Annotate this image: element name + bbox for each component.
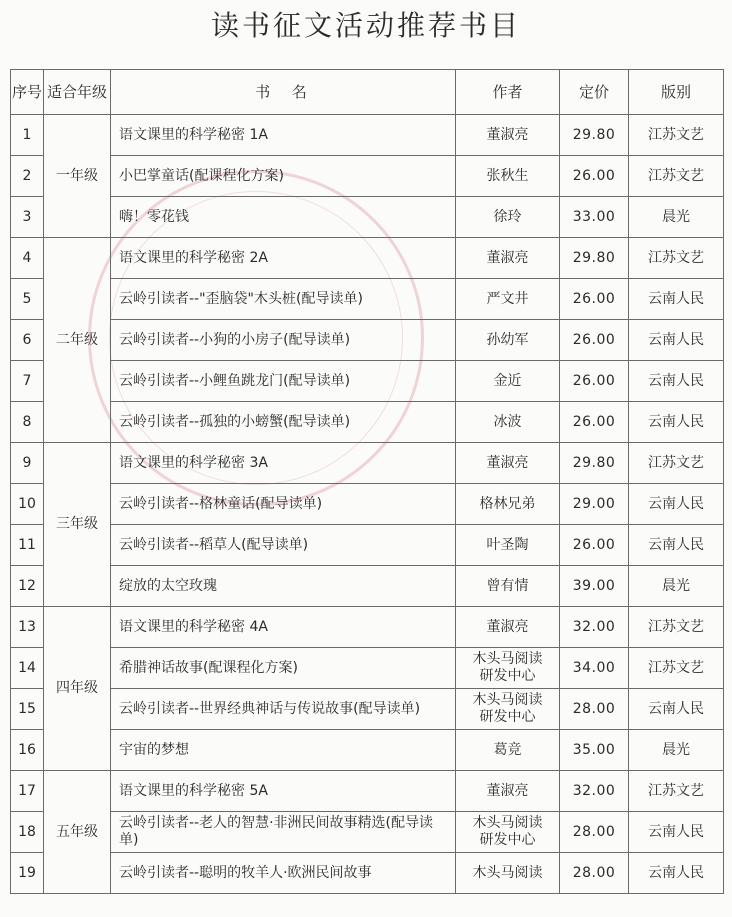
grade-cell: 三年级 (44, 443, 111, 607)
book-name: 云岭引读者--小狗的小房子(配导读单) (111, 320, 456, 361)
book-publisher: 云南人民 (629, 361, 724, 402)
book-author: 董淑亮 (456, 607, 560, 648)
header-price: 定价 (560, 70, 629, 115)
book-publisher: 晨光 (629, 197, 724, 238)
book-publisher: 晨光 (629, 730, 724, 771)
book-price: 29.00 (560, 484, 629, 525)
grade-cell: 五年级 (44, 771, 111, 894)
row-number: 2 (11, 156, 44, 197)
book-publisher: 晨光 (629, 566, 724, 607)
book-price: 26.00 (560, 320, 629, 361)
book-publisher: 云南人民 (629, 525, 724, 566)
book-publisher: 云南人民 (629, 484, 724, 525)
row-number: 11 (11, 525, 44, 566)
book-author: 徐玲 (456, 197, 560, 238)
book-publisher: 江苏文艺 (629, 607, 724, 648)
table-row (11, 115, 724, 156)
table-row (11, 607, 724, 648)
grade-cell: 二年级 (44, 238, 111, 443)
book-author: 董淑亮 (456, 238, 560, 279)
book-publisher: 江苏文艺 (629, 648, 724, 689)
table-row (11, 320, 724, 361)
book-price: 26.00 (560, 525, 629, 566)
book-publisher: 江苏文艺 (629, 115, 724, 156)
book-name: 云岭引读者--格林童话(配导读单) (111, 484, 456, 525)
book-name: 云岭引读者--小鲤鱼跳龙门(配导读单) (111, 361, 456, 402)
book-name: 云岭引读者--世界经典神话与传说故事(配导读单) (111, 689, 456, 730)
row-number: 16 (11, 730, 44, 771)
table-row (11, 279, 724, 320)
book-publisher: 云南人民 (629, 279, 724, 320)
book-publisher: 云南人民 (629, 402, 724, 443)
book-publisher: 云南人民 (629, 853, 724, 894)
row-number: 9 (11, 443, 44, 484)
row-number: 3 (11, 197, 44, 238)
table-header-row (11, 70, 724, 115)
row-number: 7 (11, 361, 44, 402)
table-row (11, 812, 724, 853)
book-name: 小巴掌童话(配课程化方案) (111, 156, 456, 197)
table-row (11, 648, 724, 689)
book-price: 28.00 (560, 689, 629, 730)
book-price: 33.00 (560, 197, 629, 238)
book-name: 绽放的太空玫瑰 (111, 566, 456, 607)
table-row (11, 443, 724, 484)
book-author: 严文井 (456, 279, 560, 320)
row-number: 10 (11, 484, 44, 525)
book-author: 叶圣陶 (456, 525, 560, 566)
book-publisher: 江苏文艺 (629, 771, 724, 812)
book-publisher: 云南人民 (629, 812, 724, 853)
table-row (11, 238, 724, 279)
book-author: 董淑亮 (456, 771, 560, 812)
table-row (11, 566, 724, 607)
book-name: 语文课里的科学秘密 3A (111, 443, 456, 484)
book-name: 云岭引读者--孤独的小螃蟹(配导读单) (111, 402, 456, 443)
book-price: 29.80 (560, 443, 629, 484)
book-publisher: 云南人民 (629, 320, 724, 361)
book-publisher: 云南人民 (629, 689, 724, 730)
book-name: 宇宙的梦想 (111, 730, 456, 771)
table-row (11, 484, 724, 525)
book-author: 木头马阅读研发中心 (456, 689, 560, 730)
row-number: 13 (11, 607, 44, 648)
page-title: 读书征文活动推荐书目 (210, 9, 521, 42)
book-name: 云岭引读者--聪明的牧羊人·欧洲民间故事 (111, 853, 456, 894)
row-number: 1 (11, 115, 44, 156)
book-publisher: 江苏文艺 (629, 156, 724, 197)
header-book-name (111, 70, 456, 115)
header-author: 作者 (456, 70, 560, 115)
book-price: 32.00 (560, 771, 629, 812)
book-name: 语文课里的科学秘密 1A (111, 115, 456, 156)
book-author: 张秋生 (456, 156, 560, 197)
book-name: 云岭引读者--"歪脑袋"木头桩(配导读单) (111, 279, 456, 320)
book-name: 语文课里的科学秘密 2A (111, 238, 456, 279)
book-name: 云岭引读者--老人的智慧·非洲民间故事精选(配导读单) (111, 812, 456, 853)
book-price: 28.00 (560, 853, 629, 894)
book-price: 29.80 (560, 115, 629, 156)
grade-cell: 四年级 (44, 607, 111, 771)
book-author: 金近 (456, 361, 560, 402)
book-author: 格林兄弟 (456, 484, 560, 525)
book-name: 云岭引读者--稻草人(配导读单) (111, 525, 456, 566)
row-number: 19 (11, 853, 44, 894)
book-price: 28.00 (560, 812, 629, 853)
book-author: 木头马阅读研发中心 (456, 812, 560, 853)
book-price: 26.00 (560, 361, 629, 402)
row-number: 18 (11, 812, 44, 853)
row-number: 15 (11, 689, 44, 730)
row-number: 6 (11, 320, 44, 361)
book-publisher: 江苏文艺 (629, 443, 724, 484)
book-author: 冰波 (456, 402, 560, 443)
table-row (11, 525, 724, 566)
book-author: 木头马阅读 (456, 853, 560, 894)
book-name: 希腊神话故事(配课程化方案) (111, 648, 456, 689)
row-number: 12 (11, 566, 44, 607)
book-price: 26.00 (560, 402, 629, 443)
book-name: 嗨！零花钱 (111, 197, 456, 238)
book-name: 语文课里的科学秘密 5A (111, 771, 456, 812)
table-row (11, 197, 724, 238)
book-price: 35.00 (560, 730, 629, 771)
book-author: 葛竞 (456, 730, 560, 771)
grade-cell: 一年级 (44, 115, 111, 238)
table-row (11, 156, 724, 197)
book-author: 董淑亮 (456, 443, 560, 484)
row-number: 4 (11, 238, 44, 279)
header-grade: 适合年级 (44, 70, 111, 115)
book-publisher: 江苏文艺 (629, 238, 724, 279)
table-row (11, 361, 724, 402)
book-price: 26.00 (560, 279, 629, 320)
book-price: 32.00 (560, 607, 629, 648)
book-author: 曾有情 (456, 566, 560, 607)
book-price: 29.80 (560, 238, 629, 279)
book-author: 孙幼军 (456, 320, 560, 361)
row-number: 5 (11, 279, 44, 320)
table-row (11, 402, 724, 443)
book-author: 董淑亮 (456, 115, 560, 156)
table-row (11, 730, 724, 771)
book-price: 39.00 (560, 566, 629, 607)
row-number: 17 (11, 771, 44, 812)
book-name: 语文课里的科学秘密 4A (111, 607, 456, 648)
table-row (11, 853, 724, 894)
row-number: 14 (11, 648, 44, 689)
book-price: 34.00 (560, 648, 629, 689)
header-book-name-text: 书 名 (255, 83, 311, 101)
header-publisher: 版别 (629, 70, 724, 115)
book-price: 26.00 (560, 156, 629, 197)
header-seq: 序号 (11, 70, 44, 115)
table-row (11, 689, 724, 730)
book-author: 木头马阅读研发中心 (456, 648, 560, 689)
book-list-table (10, 69, 724, 894)
row-number: 8 (11, 402, 44, 443)
table-row (11, 771, 724, 812)
